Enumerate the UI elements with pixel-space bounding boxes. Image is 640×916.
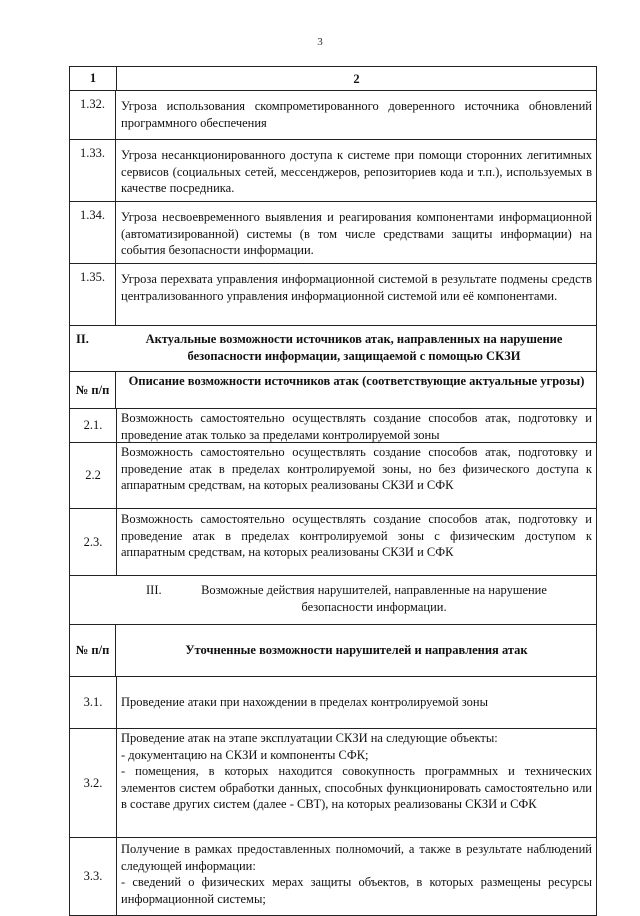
table-row: [69, 509, 597, 576]
table-header-row: [69, 66, 597, 91]
row-number: 1.33.: [70, 140, 116, 201]
section-3-title: [70, 576, 596, 624]
section-3-number: III.: [146, 583, 162, 597]
table-row: [69, 140, 597, 202]
row-text: Получение в рамках предоставленных полномочий, а также в результате наблюдений следующей информации: - сведений о физических мерах защиты объектов, в которых размещены ресурсы информационной системы;: [121, 842, 592, 906]
row-number: 2.2: [70, 443, 117, 508]
section-title-row: [69, 326, 597, 372]
row-text: Возможность самостоятельно осуществлять создание способов атак, подготовку и проведение атак в пределах контролируемой зоны с физическим доступом к аппаратным средствам, на которых реализованы СКЗИ и СФК: [121, 512, 592, 559]
section-2-title: [70, 326, 596, 371]
section-3-col1: № п/п: [70, 625, 116, 676]
section-2-number: II.: [76, 332, 89, 346]
table-row: [69, 677, 597, 729]
page-number: 3: [317, 36, 323, 48]
table-row: [69, 264, 597, 326]
section-2-heading: Актуальные возможности источников атак, направленных на нарушение безопасности информации, защищаемой с помощью СКЗИ: [145, 332, 563, 363]
section-title-row: [69, 576, 597, 625]
table-row: [69, 202, 597, 264]
section-3-col2: Уточненные возможности нарушителей и направления атак: [185, 643, 528, 658]
row-number: 3.1.: [70, 677, 117, 728]
row-number: 2.3.: [70, 509, 117, 575]
header-col1: 1: [70, 67, 117, 90]
row-text: Проведение атаки при нахождении в пределах контролируемой зоны: [121, 695, 488, 710]
row-text: Угроза несанкционированного доступа к системе при помощи сторонних легитимных сервисов (социальных сетей, мессенджеров, репозиториев кода и т.п.), используемых в качестве посредника.: [121, 148, 592, 195]
table-row: [69, 729, 597, 838]
row-text: Возможность самостоятельно осуществлять создание способов атак, подготовку и проведение атак только за пределами контролируемой зоны: [121, 411, 592, 442]
row-text: Угроза использования скомпрометированного доверенного источника обновлений программного обеспечения: [121, 99, 592, 130]
row-number: 3.3.: [70, 838, 117, 915]
section-3-heading: Возможные действия нарушителей, направленные на нарушение безопасности информации.: [201, 583, 547, 614]
row-text: Возможность самостоятельно осуществлять создание способов атак, подготовку и проведение атак в пределах контролируемой зоны, но без физического доступа к аппаратным средствам, на которых реализованы СКЗИ и СФК: [121, 445, 592, 492]
table-row: [69, 443, 597, 509]
table-row: [69, 409, 597, 443]
row-text: Угроза несвоевременного выявления и реагирования компонентами информационной (автоматизированной) системы (в том числе средствами защиты информации) на события безопасности информации.: [121, 210, 592, 257]
row-text: Проведение атак на этапе эксплуатации СКЗИ на следующие объекты: - документацию на СКЗИ и компоненты СФК; - помещения, в которых находится совокупность программных и технических элементов систем обработки данных, способных функционировать самостоятельно или в составе других систем (далее - СВТ), на которых реализованы СКЗИ и СФК: [121, 731, 592, 811]
table-row: [69, 91, 597, 140]
table-row: [69, 838, 597, 916]
section-2-header-row: [69, 372, 597, 409]
section-2-col1: № п/п: [70, 372, 116, 408]
row-number: 1.34.: [70, 202, 116, 263]
row-text: Угроза перехвата управления информационной системой в результате подмены средств централизованного управления информационной системой или её компонентами.: [121, 272, 592, 303]
row-number: 1.32.: [70, 91, 116, 139]
row-number: 2.1.: [70, 409, 117, 442]
row-number: 3.2.: [70, 729, 117, 837]
header-col2: 2: [353, 72, 360, 86]
section-2-col2: Описание возможности источников атак (соответствующие актуальные угрозы): [128, 374, 585, 388]
row-number: 1.35.: [70, 264, 116, 325]
section-3-header-row: [69, 625, 597, 677]
